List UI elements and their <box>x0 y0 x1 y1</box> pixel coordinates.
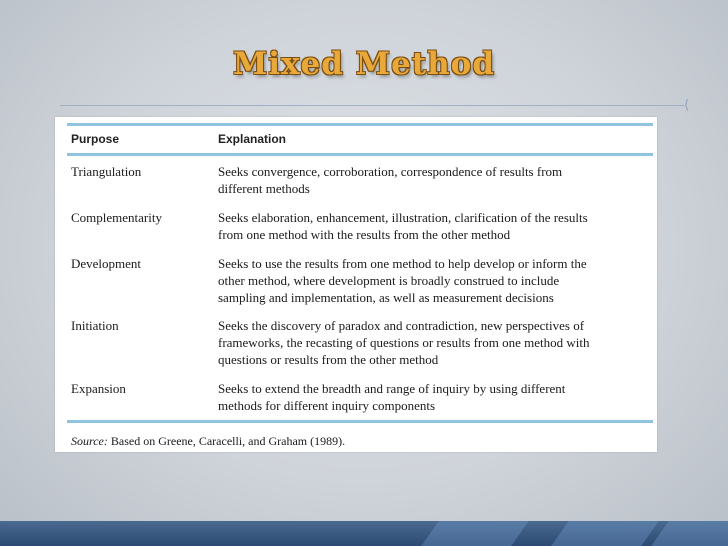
explanation-line: Seeks elaboration, enhancement, illustration, clarification of the results <box>218 210 588 225</box>
explanation-line: questions or results from the other method <box>218 352 439 367</box>
header-explanation: Explanation <box>218 132 287 146</box>
bar-stripe <box>551 521 659 546</box>
bottom-decoration-bar <box>0 521 728 546</box>
explanation-line: Seeks to use the results from one method to help develop or inform the <box>218 256 587 271</box>
row-purpose: Expansion <box>71 381 126 396</box>
table-bottom-rule <box>67 420 653 423</box>
row-purpose: Development <box>71 256 142 271</box>
row-purpose: Triangulation <box>71 164 142 179</box>
bar-stripe <box>421 521 529 546</box>
explanation-line: different methods <box>218 181 310 196</box>
table-header-rule <box>67 153 653 156</box>
source-label: Source: <box>71 434 108 448</box>
source-note <box>71 434 345 449</box>
row-explanation <box>218 255 648 306</box>
explanation-line: Seeks to extend the breadth and range of inquiry by using different <box>218 381 566 396</box>
row-explanation <box>218 209 648 243</box>
row-purpose: Complementarity <box>71 210 162 225</box>
explanation-line: methods for different inquiry components <box>218 398 436 413</box>
explanation-line: other method, where development is broadly construed to include <box>218 273 560 288</box>
explanation-line: Seeks convergence, corroboration, correspondence of results from <box>218 164 563 179</box>
explanation-line: sampling and implementation, as well as measurement decisions <box>218 290 554 305</box>
explanation-line: frameworks, the recasting of questions or results from one method with <box>218 335 590 350</box>
bar-stripe <box>651 521 728 546</box>
source-text: Based on Greene, Caracelli, and Graham (1989). <box>107 434 346 448</box>
table-top-rule <box>67 123 653 126</box>
row-explanation <box>218 380 648 414</box>
divider-end-ornament: ⟨ <box>684 98 690 113</box>
purposes-table <box>55 117 657 452</box>
header-purpose: Purpose <box>71 132 120 146</box>
row-explanation <box>218 317 648 368</box>
row-explanation <box>218 163 648 197</box>
row-purpose: Initiation <box>71 318 119 333</box>
explanation-line: Seeks the discovery of paradox and contradiction, new perspectives of <box>218 318 585 333</box>
slide-title: Mixed Method <box>232 46 495 82</box>
explanation-line: from one method with the results from the other method <box>218 227 511 242</box>
title-divider <box>60 105 684 106</box>
